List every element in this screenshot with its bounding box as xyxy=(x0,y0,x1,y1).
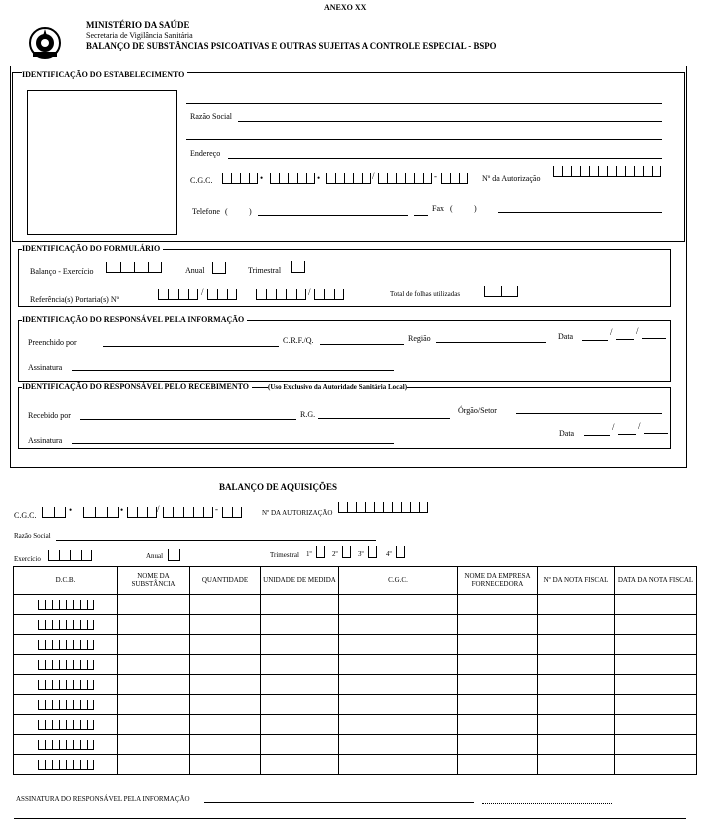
dcb-box[interactable] xyxy=(66,600,73,610)
dcb-box[interactable] xyxy=(87,700,94,710)
fax-paren-open: ( xyxy=(450,204,453,213)
table-cell[interactable] xyxy=(615,675,697,695)
table-cell[interactable] xyxy=(261,635,339,655)
dcb-box[interactable] xyxy=(45,760,52,770)
table-cell[interactable] xyxy=(458,655,538,675)
dcb-box[interactable] xyxy=(80,760,87,770)
table-cell[interactable] xyxy=(538,715,615,735)
autorizacao-label: Nº da Autorização xyxy=(482,174,541,183)
aq-cgc-sep-1: • xyxy=(69,505,73,515)
dcb-box[interactable] xyxy=(52,620,59,630)
aq-q1-label: 1º xyxy=(306,550,312,558)
dcb-box[interactable] xyxy=(80,680,87,690)
table-cell[interactable] xyxy=(190,615,261,635)
table-row[interactable] xyxy=(14,655,697,675)
aq-q3-label: 3º xyxy=(358,550,364,558)
table-row[interactable] xyxy=(14,615,697,635)
table-cell[interactable] xyxy=(458,715,538,735)
table-cell[interactable] xyxy=(615,735,697,755)
dcb-box[interactable] xyxy=(73,760,80,770)
dcb-box[interactable] xyxy=(52,740,59,750)
table-cell[interactable] xyxy=(538,655,615,675)
table-cell[interactable] xyxy=(339,735,458,755)
cgc-sep-3: / xyxy=(372,171,375,181)
dcb-box[interactable] xyxy=(38,640,45,650)
dcb-box[interactable] xyxy=(87,740,94,750)
table-cell[interactable] xyxy=(14,715,118,735)
recebido-por-label: Recebido por xyxy=(28,411,71,420)
table-cell[interactable] xyxy=(458,615,538,635)
table-cell[interactable] xyxy=(118,655,190,675)
table-cell[interactable] xyxy=(14,595,118,615)
aq-cgc-boxes-5[interactable] xyxy=(222,507,242,519)
establishment-title: IDENTIFICAÇÃO DO ESTABELECIMENTO xyxy=(22,71,187,79)
aq-assinatura-label: ASSINATURA DO RESPONSÁVEL PELA INFORMAÇÃO xyxy=(16,795,190,803)
annex-label: ANEXO XX xyxy=(324,3,367,12)
col-data-nota: DATA DA NOTA FISCAL xyxy=(615,567,697,595)
brasao-emblem-icon xyxy=(28,26,62,60)
dcb-box[interactable] xyxy=(59,660,66,670)
dcb-box[interactable] xyxy=(73,620,80,630)
table-cell[interactable] xyxy=(458,675,538,695)
table-cell[interactable] xyxy=(118,635,190,655)
col-nome-substancia: NOME DA SUBSTÂNCIA xyxy=(118,567,190,595)
aq-cgc-boxes-2[interactable] xyxy=(83,507,119,519)
dcb-box[interactable] xyxy=(52,600,59,610)
table-cell[interactable] xyxy=(14,675,118,695)
receb-data-sep-1: / xyxy=(612,422,615,432)
dcb-box[interactable] xyxy=(38,600,45,610)
cgc-sep-2: • xyxy=(317,173,321,183)
dcb-box[interactable] xyxy=(59,600,66,610)
orgao-setor-label: Órgão/Setor xyxy=(458,406,497,415)
table-cell[interactable] xyxy=(190,595,261,615)
dcb-box[interactable] xyxy=(87,760,94,770)
dcb-boxes[interactable] xyxy=(14,700,117,710)
dcb-box[interactable] xyxy=(80,740,87,750)
dcb-box[interactable] xyxy=(80,720,87,730)
table-cell[interactable] xyxy=(339,695,458,715)
aq-razao-social-field[interactable] xyxy=(56,540,376,541)
secretariat-name: Secretaria de Vigilância Sanitária xyxy=(86,31,193,40)
aq-assinatura-field[interactable] xyxy=(204,802,474,803)
table-cell[interactable] xyxy=(615,635,697,655)
dcb-box[interactable] xyxy=(80,620,87,630)
regiao-label: Região xyxy=(408,334,431,343)
receb-assinatura-label: Assinatura xyxy=(28,436,63,445)
dcb-boxes[interactable] xyxy=(14,660,117,670)
aq-cgc-boxes-1[interactable] xyxy=(42,507,66,519)
table-cell[interactable] xyxy=(458,635,538,655)
razao-social-label: Razão Social xyxy=(190,112,232,121)
table-cell[interactable] xyxy=(261,655,339,675)
dcb-box[interactable] xyxy=(80,660,87,670)
dcb-box[interactable] xyxy=(73,640,80,650)
table-cell[interactable] xyxy=(118,695,190,715)
table-cell[interactable] xyxy=(538,615,615,635)
aq-cgc-sep-4: - xyxy=(215,504,218,514)
referencia-label: Referência(s) Portaria(s) Nº xyxy=(30,295,120,304)
table-cell[interactable] xyxy=(615,655,697,675)
cgc-sep-1: • xyxy=(260,173,264,183)
col-nome-empresa: NOME DA EMPRESA FORNECEDORA xyxy=(458,567,538,595)
aq-cgc-label: C.G.C. xyxy=(14,511,37,520)
form-title: BALANÇO DE SUBSTÂNCIAS PSICOATIVAS E OUTRAS SUJEITAS A CONTROLE ESPECIAL - BSPO xyxy=(86,41,497,51)
dcb-box[interactable] xyxy=(87,640,94,650)
dcb-boxes[interactable] xyxy=(14,680,117,690)
endereco-label: Endereço xyxy=(190,149,221,158)
bottom-rule xyxy=(14,818,686,819)
table-row[interactable] xyxy=(14,635,697,655)
aq-cgc-boxes-3[interactable] xyxy=(127,507,157,519)
dcb-box[interactable] xyxy=(45,700,52,710)
table-cell[interactable] xyxy=(14,655,118,675)
table-cell[interactable] xyxy=(615,595,697,615)
ministry-name: MINISTÉRIO DA SAÚDE xyxy=(86,20,190,30)
table-cell[interactable] xyxy=(14,695,118,715)
dcb-box[interactable] xyxy=(45,600,52,610)
dcb-box[interactable] xyxy=(73,720,80,730)
table-cell[interactable] xyxy=(118,675,190,695)
table-cell[interactable] xyxy=(190,635,261,655)
table-cell[interactable] xyxy=(261,595,339,615)
dcb-box[interactable] xyxy=(52,640,59,650)
table-cell[interactable] xyxy=(615,715,697,735)
col-unidade-medida: UNIDADE DE MEDIDA xyxy=(261,567,339,595)
table-row[interactable] xyxy=(14,755,697,775)
responsavel-info-title: IDENTIFICAÇÃO DO RESPONSÁVEL PELA INFORMAÇÃO xyxy=(22,316,247,324)
table-cell[interactable] xyxy=(615,695,697,715)
table-cell[interactable] xyxy=(458,755,538,775)
dcb-box[interactable] xyxy=(38,760,45,770)
table-cell[interactable] xyxy=(339,595,458,615)
table-cell[interactable] xyxy=(538,695,615,715)
preenchido-por-label: Preenchido por xyxy=(28,338,77,347)
dcb-box[interactable] xyxy=(66,700,73,710)
table-cell[interactable] xyxy=(261,615,339,635)
data-sep-2: / xyxy=(636,326,639,336)
table-cell[interactable] xyxy=(339,655,458,675)
table-cell[interactable] xyxy=(14,755,118,775)
formulario-title: IDENTIFICAÇÃO DO FORMULÁRIO xyxy=(22,245,163,253)
col-dcb: D.C.B. xyxy=(14,567,118,595)
dcb-box[interactable] xyxy=(52,660,59,670)
col-nota-fiscal: Nº DA NOTA FISCAL xyxy=(538,567,615,595)
dcb-box[interactable] xyxy=(38,700,45,710)
receb-data-sep-2: / xyxy=(638,421,641,431)
dcb-box[interactable] xyxy=(59,740,66,750)
table-cell[interactable] xyxy=(190,695,261,715)
dcb-box[interactable] xyxy=(52,680,59,690)
dcb-box[interactable] xyxy=(66,760,73,770)
table-cell[interactable] xyxy=(458,735,538,755)
table-row[interactable] xyxy=(14,675,697,695)
dcb-box[interactable] xyxy=(45,720,52,730)
dcb-boxes[interactable] xyxy=(14,720,117,730)
aq-q4-checkbox[interactable] xyxy=(396,546,405,558)
aq-cgc-boxes-4[interactable] xyxy=(163,507,213,519)
aq-anual-label: Anual xyxy=(146,552,164,560)
aq-assinatura-field-2[interactable] xyxy=(482,803,612,804)
cgc-label: C.G.C. xyxy=(190,176,213,185)
anual-label: Anual xyxy=(185,266,205,275)
dcb-box[interactable] xyxy=(80,600,87,610)
table-cell[interactable] xyxy=(190,715,261,735)
dcb-box[interactable] xyxy=(73,700,80,710)
aq-q2-checkbox[interactable] xyxy=(342,546,351,558)
aq-autorizacao-label: Nº DA AUTORIZAÇÃO xyxy=(262,509,333,517)
dcb-box[interactable] xyxy=(66,620,73,630)
dcb-box[interactable] xyxy=(38,740,45,750)
table-cell[interactable] xyxy=(14,635,118,655)
table-cell[interactable] xyxy=(261,715,339,735)
dcb-box[interactable] xyxy=(38,720,45,730)
table-cell[interactable] xyxy=(261,735,339,755)
table-cell[interactable] xyxy=(118,735,190,755)
dcb-box[interactable] xyxy=(73,600,80,610)
table-cell[interactable] xyxy=(14,735,118,755)
receb-data-label: Data xyxy=(559,429,575,438)
dcb-box[interactable] xyxy=(59,700,66,710)
aq-autorizacao-boxes[interactable] xyxy=(338,502,428,514)
dcb-box[interactable] xyxy=(87,620,94,630)
dcb-box[interactable] xyxy=(73,740,80,750)
aq-cgc-sep-3: / xyxy=(157,504,160,514)
dcb-box[interactable] xyxy=(66,640,73,650)
dcb-box[interactable] xyxy=(87,720,94,730)
crf-label: C.R.F./Q. xyxy=(283,336,314,345)
responsavel-receb-title: IDENTIFICAÇÃO DO RESPONSÁVEL PELO RECEBIMENTO xyxy=(22,383,252,391)
table-cell[interactable] xyxy=(339,675,458,695)
aq-razao-social-label: Razão Social xyxy=(14,532,51,540)
table-cell[interactable] xyxy=(261,675,339,695)
trimestral-label: Trimestral xyxy=(248,266,282,275)
dcb-box[interactable] xyxy=(87,600,94,610)
dcb-box[interactable] xyxy=(38,660,45,670)
dcb-box[interactable] xyxy=(66,680,73,690)
table-cell[interactable] xyxy=(538,755,615,775)
table-cell[interactable] xyxy=(339,615,458,635)
table-cell[interactable] xyxy=(339,635,458,655)
table-cell[interactable] xyxy=(118,755,190,775)
table-cell[interactable] xyxy=(339,755,458,775)
aq-trimestral-label: Trimestral xyxy=(270,551,299,559)
dcb-box[interactable] xyxy=(66,720,73,730)
dcb-box[interactable] xyxy=(73,660,80,670)
aq-exercicio-label: Exercício xyxy=(14,555,41,563)
dcb-box[interactable] xyxy=(59,620,66,630)
table-cell[interactable] xyxy=(118,715,190,735)
dcb-box[interactable] xyxy=(87,660,94,670)
dcb-box[interactable] xyxy=(45,620,52,630)
aq-q2-label: 2º xyxy=(332,550,338,558)
table-row[interactable] xyxy=(14,735,697,755)
table-cell[interactable] xyxy=(190,675,261,695)
table-cell[interactable] xyxy=(339,715,458,735)
col-quantidade: QUANTIDADE xyxy=(190,567,261,595)
aq-q4-label: 4º xyxy=(386,550,392,558)
dcb-box[interactable] xyxy=(66,740,73,750)
portaria-sep-1: / xyxy=(201,287,204,297)
dcb-box[interactable] xyxy=(38,680,45,690)
table-cell[interactable] xyxy=(538,635,615,655)
fax-label: Fax xyxy=(432,204,444,213)
dcb-box[interactable] xyxy=(80,700,87,710)
dcb-box[interactable] xyxy=(45,740,52,750)
dcb-box[interactable] xyxy=(59,680,66,690)
balanco-exercicio-label: Balanço - Exercício xyxy=(30,267,94,276)
data-sep-1: / xyxy=(610,327,613,337)
aq-anual-checkbox[interactable] xyxy=(168,549,180,561)
dcb-boxes[interactable] xyxy=(14,600,117,610)
dcb-box[interactable] xyxy=(52,760,59,770)
fax-paren-close: ) xyxy=(474,204,477,213)
table-cell[interactable] xyxy=(261,755,339,775)
responsavel-receb-subtitle: (Uso Exclusivo da Autoridade Sanitária Local) xyxy=(268,383,408,391)
dcb-box[interactable] xyxy=(66,660,73,670)
dcb-boxes[interactable] xyxy=(14,620,117,630)
table-cell[interactable] xyxy=(190,735,261,755)
telefone-label: Telefone xyxy=(192,207,220,216)
cgc-sep-4: - xyxy=(434,171,437,181)
dcb-box[interactable] xyxy=(52,720,59,730)
dcb-box[interactable] xyxy=(45,640,52,650)
dcb-box[interactable] xyxy=(59,640,66,650)
table-header-row xyxy=(14,567,697,595)
table-cell[interactable] xyxy=(118,615,190,635)
table-cell[interactable] xyxy=(615,615,697,635)
table-cell[interactable] xyxy=(615,755,697,775)
table-row[interactable] xyxy=(14,595,697,615)
top-form-frame xyxy=(10,66,687,468)
telefone-paren-close: ) xyxy=(249,207,252,216)
dcb-boxes[interactable] xyxy=(14,740,117,750)
dcb-boxes[interactable] xyxy=(14,760,117,770)
total-folhas-label: Total de folhas utilizadas xyxy=(390,290,461,298)
aq-q1-checkbox[interactable] xyxy=(316,546,325,558)
data-label: Data xyxy=(558,332,574,341)
dcb-box[interactable] xyxy=(45,680,52,690)
dcb-box[interactable] xyxy=(45,660,52,670)
aq-cgc-sep-2: • xyxy=(120,505,124,515)
dcb-box[interactable] xyxy=(59,720,66,730)
table-cell[interactable] xyxy=(538,675,615,695)
telefone-paren-open: ( xyxy=(225,207,228,216)
dcb-box[interactable] xyxy=(73,680,80,690)
portaria-sep-2: / xyxy=(308,287,311,297)
dcb-boxes[interactable] xyxy=(14,640,117,650)
aq-q3-checkbox[interactable] xyxy=(368,546,377,558)
table-cell[interactable] xyxy=(458,595,538,615)
assinatura-label: Assinatura xyxy=(28,363,63,372)
table-cell[interactable] xyxy=(538,595,615,615)
table-cell[interactable] xyxy=(14,615,118,635)
table-row[interactable] xyxy=(14,715,697,735)
table-cell[interactable] xyxy=(118,595,190,615)
aq-exercicio-boxes[interactable] xyxy=(48,550,92,562)
table-cell[interactable] xyxy=(538,735,615,755)
dcb-box[interactable] xyxy=(87,680,94,690)
dcb-box[interactable] xyxy=(38,620,45,630)
table-cell[interactable] xyxy=(190,755,261,775)
col-cgc: C.G.C. xyxy=(339,567,458,595)
table-cell[interactable] xyxy=(458,695,538,715)
table-row[interactable] xyxy=(14,695,697,715)
dcb-box[interactable] xyxy=(59,760,66,770)
table-cell[interactable] xyxy=(261,695,339,715)
aquisicoes-table xyxy=(13,566,697,775)
table-cell[interactable] xyxy=(190,655,261,675)
dcb-box[interactable] xyxy=(52,700,59,710)
aquisicoes-title: BALANÇO DE AQUISIÇÕES xyxy=(219,482,338,492)
dcb-box[interactable] xyxy=(80,640,87,650)
rg-label: R.G. xyxy=(300,410,316,419)
